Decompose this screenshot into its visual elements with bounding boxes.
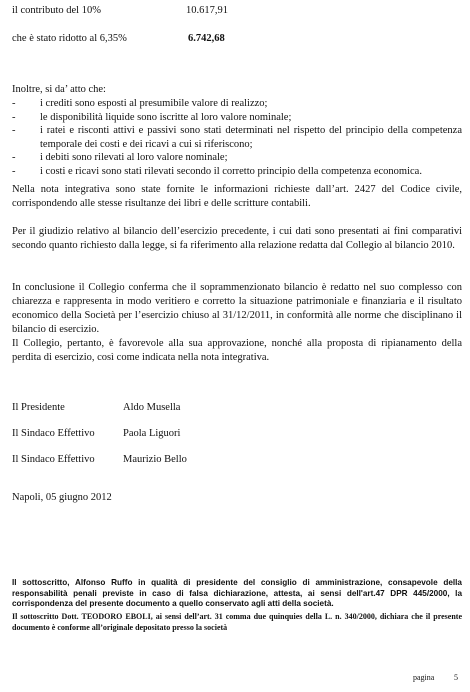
signature-name: Maurizio Bello: [123, 454, 187, 465]
bullet-text: i crediti sono esposti al presumibile valore di realizzo;: [40, 98, 268, 109]
bullet-dash: -: [12, 152, 16, 163]
signature-row-presidente: [0, 402, 470, 416]
contribution-label: il contributo del 10%: [12, 5, 101, 16]
paragraph-conclusione: In conclusione il Collegio conferma che il soprammenzionato bilancio è redatto nel suo complesso con chiarezza e rappresenta in modo veritiero e corretto la situazione patrimoniale e finanziaria e il risultato economico della Società per l’esercizio chiuso al 31/12/2011, in conformità alle norme che disciplinano il bilancio di esercizio.: [12, 282, 462, 335]
declaration-notary: Il sottoscritto Dott. TEODORO EBOLI, ai sensi dell’art. 31 comma due quinquies della L. n. 340/2000, dichiara che il presente documento è conforme all’originale depositato presso la società: [12, 612, 462, 632]
bullet-dash: -: [12, 111, 16, 123]
contribution-value: 10.617,91: [186, 5, 228, 16]
page-label: pagina: [413, 673, 435, 682]
bullet-dash: -: [12, 125, 16, 136]
signature-name: Aldo Musella: [123, 402, 181, 413]
bullet-text: le disponibilità liquide sono iscritte al loro valore nominale;: [40, 111, 292, 123]
list-item: [12, 165, 462, 179]
bullet-dash: -: [12, 98, 16, 109]
paragraph-giudizio-precedente: Per il giudizio relativo al bilancio dell’esercizio precedente, i cui dati sono presentati ai fini comparativi secondo quanto richiesto dalla legge, si fa riferimento alla relazione redatta dal Collegio al bilancio 2010.: [12, 226, 462, 251]
signature-role: Il Sindaco Effettivo: [12, 454, 95, 465]
intro-text: Inoltre, si da’ atto che:: [12, 84, 106, 95]
signature-role: Il Sindaco Effettivo: [12, 428, 95, 439]
signature-name: Paola Liguori: [123, 428, 181, 439]
bullet-dash: -: [12, 165, 16, 177]
list-item: [12, 97, 462, 111]
reduced-label: che è stato ridotto al 6,35%: [12, 33, 127, 44]
signature-row-sindaco-2: [0, 454, 470, 468]
signature-row-sindaco-1: [0, 428, 470, 442]
bullet-text: i ratei e risconti attivi e passivi sono stati determinati nel rispetto del principio della competenza temporale dei costi e dei ricavi a cui si riferiscono;: [40, 125, 462, 150]
bullet-text: i costi e ricavi sono stati rilevati secondo il corretto principio della competenza economica.: [40, 165, 422, 177]
signature-role: Il Presidente: [12, 402, 65, 413]
place-date: Napoli, 05 giugno 2012: [12, 492, 112, 503]
page-number: 5: [454, 673, 458, 682]
bullet-text: i debiti sono rilevati al loro valore nominale;: [40, 152, 228, 163]
paragraph-nota-integrativa: Nella nota integrativa sono state fornite le informazioni richieste dall’art. 2427 del Codice civile, corrispondendo alle stesse risultanze dei libri e delle scritture contabili.: [12, 184, 462, 209]
reduced-value: 6.742,68: [188, 33, 225, 44]
list-item: [12, 111, 462, 125]
paragraph-approvazione: Il Collegio, pertanto, è favorevole alla sua approvazione, nonché alla proposta di ripianamento della perdita di esercizio, così come indicata nella nota integrativa.: [12, 338, 462, 363]
bullet-list: [12, 97, 462, 178]
list-item: [12, 124, 462, 151]
list-item: [12, 151, 462, 165]
declaration-president: Il sottoscritto, Alfonso Ruffo in qualità di presidente del consiglio di amministrazione, consapevole della responsabilità penali previste in caso di falsa dichiarazione, attesta, ai sensi dell'art.47 DPR 445/2000, la corrispondenza del presente documento a quello conservato agli atti della società.: [12, 578, 462, 609]
